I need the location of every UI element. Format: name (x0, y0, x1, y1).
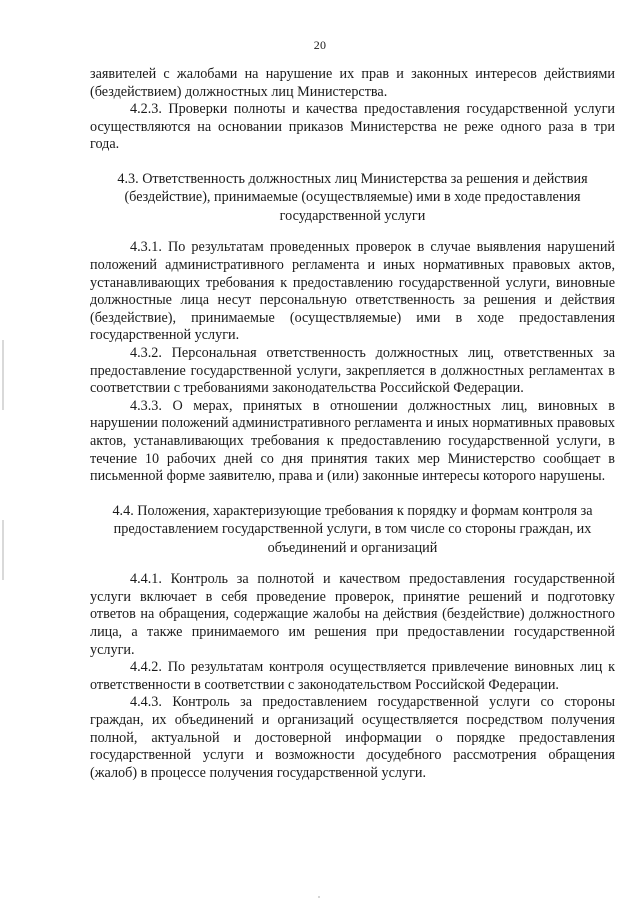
paragraph-4-4-1: 4.4.1. Контроль за полнотой и качеством предоставления государственной услуги включает в себя проведение проверок, принятие решений и подготовку ответов на обращения, содержащие жалобы на действия (бездействие) должностного лица, а также принимаемого им решения при предоставлении государственной услуги. (90, 571, 615, 658)
paragraph-4-3-2: 4.3.2. Персональная ответственность должностных лиц, ответственных за предоставление государственной услуги, закрепляется в должностных регламентах в соответствии с требованиями законодательства Российской Федерации. (90, 345, 615, 397)
paragraph-4-3-3: 4.3.3. О мерах, принятых в отношении должностных лиц, виновных в нарушении положений административного регламента и иных нормативных правовых актов, устанавливающих требования к предоставлению государственной услуги, в течение 10 рабочих дней со дня принятия таких мер Министерство сообщает в письменной форме заявителю, права и (или) законные интересы которого нарушены. (90, 397, 615, 485)
section-heading-4-4: 4.4. Положения, характеризующие требования к порядку и формам контроля за предоставлением государственной услуги, в том числе со стороны граждан, их объединений и организаций (112, 502, 593, 556)
paragraph-4-3-1: 4.3.1. По результатам проведенных проверок в случае выявления нарушений положений административного регламента и иных нормативных правовых актов, устанавливающих требования к предоставлению государственной услуги, виновные должностные лица несут персональную ответственность за решения и действия (бездействие), принимаемые (осуществляемые) ими в ходе предоставления государственной услуги. (90, 239, 615, 344)
page-number: 20 (313, 38, 327, 52)
document-body (90, 66, 615, 782)
paragraph-continuation: заявителей с жалобами на нарушение их прав и законных интересов действиями (бездействием) должностных лиц Министерства. (90, 66, 615, 100)
paragraph-4-2-3: 4.2.3. Проверки полноты и качества предоставления государственной услуги осуществляются на основании приказов Министерства не реже одного раза в три года. (90, 101, 615, 153)
scan-margin-mark (2, 520, 4, 580)
scan-dot (318, 896, 320, 898)
paragraph-4-4-2: 4.4.2. По результатам контроля осуществляется привлечение виновных лиц к ответственности в соответствии с законодательством Российской Федерации. (90, 659, 615, 693)
section-heading-4-3: 4.3. Ответственность должностных лиц Министерства за решения и действия (бездействие), принимаемые (осуществляемые) ими в ходе предоставления государственной услуги (117, 170, 588, 224)
scan-margin-mark (2, 340, 4, 410)
paragraph-4-4-3: 4.4.3. Контроль за предоставлением государственной услуги со стороны граждан, их объединений и организаций осуществляется посредством получения полной, актуальной и достоверной информации о порядке предоставления государственной услуги и возможности досудебного рассмотрения обращения (жалоб) в процессе получения государственной услуги. (90, 694, 615, 781)
